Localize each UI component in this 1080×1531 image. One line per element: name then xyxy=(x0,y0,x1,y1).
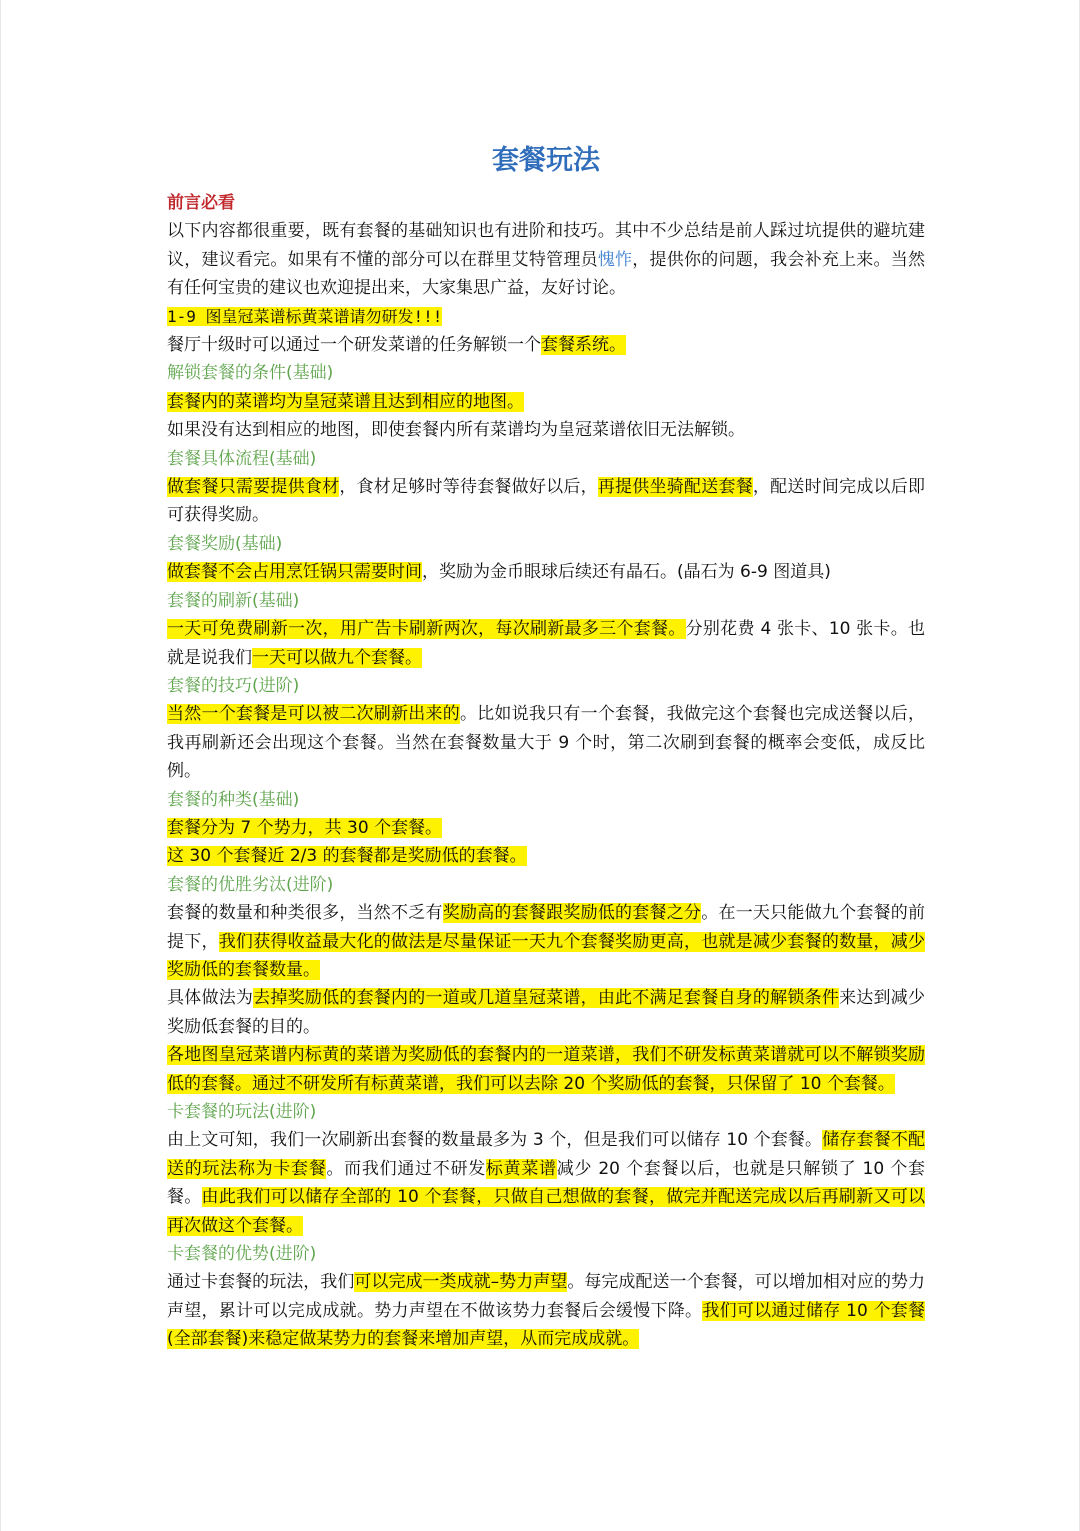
paragraph-unlock-intro xyxy=(167,331,925,359)
text: 餐厅十级时可以通过一个研发菜谱的任务解锁一个 xyxy=(167,335,541,356)
heading-types: 套餐的种类(基础) xyxy=(167,789,300,810)
text: 。每完成配送一个套餐，可以增加相对应的势力声望，累计可以完成成就。势力声望在不做该势力套餐后会缓慢下降。 xyxy=(167,1272,926,1321)
heading-skill: 套餐的技巧(进阶) xyxy=(167,675,300,696)
highlight-text: 做套餐不会占用烹饪锅只需要时间 xyxy=(167,562,422,583)
text: ，提供你的问题，我会补充上来。当然有任何宝贵的建议也欢迎提出来，大家集思广益，友好讨论。 xyxy=(167,249,926,299)
heading-preface: 前言必看 xyxy=(167,193,235,213)
admin-name: 愧怍 xyxy=(597,249,633,270)
paragraph-preface xyxy=(167,217,925,302)
paragraph-reward xyxy=(167,558,925,586)
heading-advantage: 卡套餐的优势(进阶) xyxy=(167,1244,317,1265)
paragraph-refresh xyxy=(167,615,925,672)
highlight-text: 套餐分为 7 个势力，共 30 个套餐。 xyxy=(167,817,443,838)
warning-text: 1-9 图皇冠菜谱标黄菜谱请勿研发!!! xyxy=(167,306,443,326)
text: 通过卡套餐的玩法，我们 xyxy=(167,1272,355,1293)
highlight-text: 做套餐只需要提供食材 xyxy=(167,477,340,498)
heading-reward: 套餐奖励(基础) xyxy=(167,533,283,554)
paragraph-types-2 xyxy=(167,842,925,870)
highlight-text: 我们获得收益最大化的做法是尽量保证一天九个套餐奖励更高，也就是减少套餐的数量，减少奖励低的套餐数量。 xyxy=(167,931,926,980)
paragraph-card xyxy=(167,1126,925,1240)
text: 由上文可知，我们一次刷新出套餐的数量最多为 3 个，但是我们可以储存 10 个套餐。 xyxy=(167,1130,823,1151)
highlight-text: 当然一个套餐是可以被二次刷新出来的 xyxy=(167,704,460,725)
highlight-text: 标黄菜谱 xyxy=(485,1158,557,1179)
paragraph-map xyxy=(167,1041,925,1098)
text: 分别花费 4 张卡、10 张卡。也就是说我们 xyxy=(167,619,925,668)
highlight-text: 一天可免费刷新一次，用广告卡刷新两次，每次刷新最多三个套餐。 xyxy=(167,619,686,640)
heading-unlock: 解锁套餐的条件(基础) xyxy=(167,363,334,384)
paragraph-unlock-1 xyxy=(167,388,925,416)
text: 。比如说我只有一个套餐，我做完这个套餐也完成送餐以后，我再刷新还会出现这个套餐。当然在套餐数量大于 9 个时，第二次刷到套餐的概率会变低，成反比例。 xyxy=(167,704,925,782)
text: 。而我们通过不研发 xyxy=(326,1158,486,1179)
paragraph-method xyxy=(167,984,925,1041)
text: ，奖励为金币眼球后续还有晶石。(晶石为 6-9 图道具) xyxy=(422,562,831,583)
text: 套餐的数量和种类很多，当然不乏有 xyxy=(167,903,443,924)
highlight-text: 由此我们可以储存全部的 10 个套餐，只做自己想做的套餐，做完并配送完成以后再刷新又可以再次做这个套餐。 xyxy=(167,1187,925,1236)
highlight-text: 去掉奖励低的套餐内的一道或几道皇冠菜谱，由此不满足套餐自身的解锁条件 xyxy=(253,988,840,1009)
paragraph-advantage xyxy=(167,1268,925,1353)
paragraph-types-1 xyxy=(167,814,925,842)
heading-refresh: 套餐的刷新(基础) xyxy=(167,590,300,611)
highlight-text: 储存套餐不配送的玩法称为卡套餐 xyxy=(167,1130,926,1179)
heading-flow: 套餐具体流程(基础) xyxy=(167,448,317,469)
highlight-text: 再提供坐骑配送套餐 xyxy=(597,477,753,498)
highlight-text: 各地图皇冠菜谱内标黄的菜谱为奖励低的套餐内的一道菜谱，我们不研发标黄菜谱就可以不解锁奖励低的套餐。通过不研发所有标黄菜谱，我们可以去除 20 个奖励低的套餐，只保留了 10 个套餐。 xyxy=(167,1045,925,1094)
highlight-text: 套餐系统。 xyxy=(541,335,626,356)
text: 以下内容都很重要，既有套餐的基础知识也有进阶和技巧。其中不少总结是前人踩过坑提供的避坑建议，建议看完。如果有不懂的部分可以在群里艾特管理员 xyxy=(167,221,925,270)
heading-best: 套餐的优胜劣汰(进阶) xyxy=(167,874,334,895)
paragraph-skill xyxy=(167,700,925,785)
paragraph-flow xyxy=(167,473,925,530)
highlight-text: 可以完成一类成就–势力声望 xyxy=(354,1272,568,1293)
text: ，配送时间完成以后即可获得奖励。 xyxy=(167,477,926,526)
highlight-text: 一天可以做九个套餐。 xyxy=(252,647,422,668)
text: 具体做法为 xyxy=(167,988,254,1009)
text: 来达到减少奖励低套餐的目的。 xyxy=(167,988,926,1037)
text: 减少 20 个套餐以后，也就是只解锁了 10 个套餐。 xyxy=(167,1158,925,1208)
text: 。在一天只能做九个套餐的前提下， xyxy=(167,903,926,952)
highlight-text: 套餐内的菜谱均为皇冠菜谱且达到相应的地图。 xyxy=(167,391,524,412)
paragraph-warning xyxy=(167,303,925,331)
page-title: 套餐玩法 xyxy=(492,145,600,176)
highlight-text: 这 30 个套餐近 2/3 的套餐都是奖励低的套餐。 xyxy=(167,846,527,867)
paragraph-unlock-2: 如果没有达到相应的地图，即使套餐内所有菜谱均为皇冠菜谱依旧无法解锁。 xyxy=(167,420,745,441)
highlight-text: 奖励高的套餐跟奖励低的套餐之分 xyxy=(442,903,702,924)
heading-card: 卡套餐的玩法(进阶) xyxy=(167,1102,317,1122)
highlight-text: 我们可以通过储存 10 个套餐(全部套餐)来稳定做某势力的套餐来增加声望，从而完成成就。 xyxy=(167,1300,925,1350)
paragraph-best xyxy=(167,899,925,984)
text: ，食材足够时等待套餐做好以后， xyxy=(339,477,598,498)
document-body xyxy=(167,136,925,1354)
